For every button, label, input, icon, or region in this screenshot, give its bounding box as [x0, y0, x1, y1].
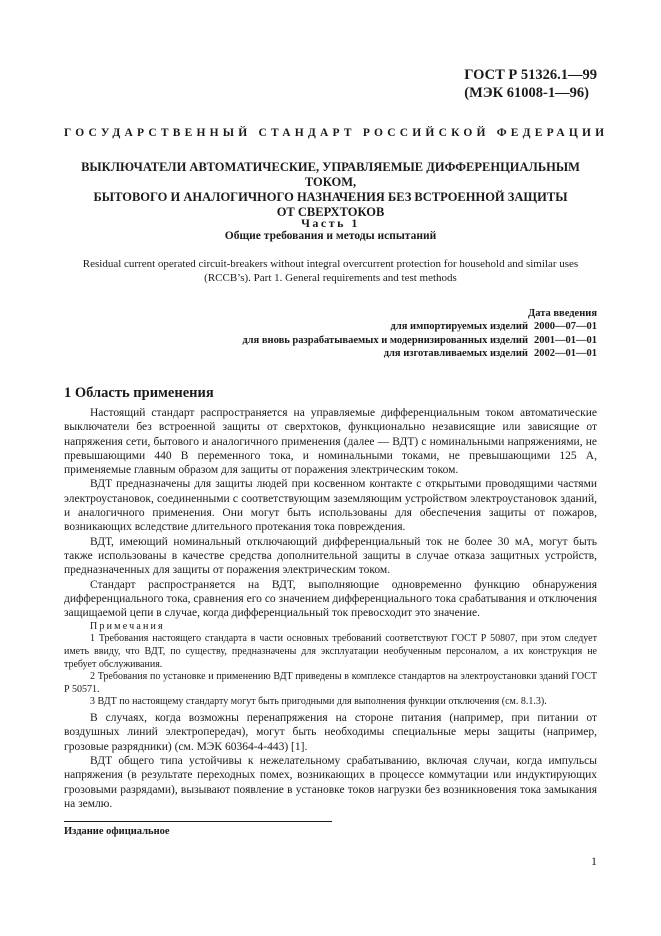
section-body	[64, 406, 597, 811]
paragraph: Стандарт распространяется на ВДТ, выполняющие одновременно функцию обнаружения дифференциального тока, сравнения его со значением дифференциального тока срабатывания и отключения защищаемой цепи в случае, когда дифференциальный ток превосходит это значение.	[64, 578, 597, 620]
introduction-dates	[242, 307, 597, 360]
paragraph: ВДТ, имеющий номинальный отключающий дифференциальный ток не более 30 мА, могут быть также использованы в качестве средства дополнительной защиты в случае отказа защитных устройств, предназначенных для защиты от поражения электрическим током.	[64, 535, 597, 577]
introduction-date: 2001—01—01	[534, 334, 597, 346]
note: 1 Требования настоящего стандарта в части основных требований соответствуют ГОСТ Р 50807, при этом следует иметь ввиду, что ВДТ, по существу, предназначены для эксплуатации необученным персоналом, а их конструкция не требует обслуживания.	[64, 633, 597, 670]
section-heading: 1 Область применения	[64, 385, 214, 401]
document-title	[58, 160, 603, 220]
note: 2 Требования по установке и применению ВДТ приведены в комплексе стандартов на электроустановки зданий ГОСТ Р 50571.	[64, 671, 597, 695]
footer-divider	[64, 821, 332, 822]
edition-label: Издание официальное	[64, 826, 170, 837]
title-line-2: БЫТОВОГО И АНАЛОГИЧНОГО НАЗНАЧЕНИЯ БЕЗ ВСТРОЕННОЙ ЗАЩИТЫ	[93, 190, 568, 204]
introduction-label: для изготавливаемых изделий	[383, 347, 528, 359]
paragraph: ВДТ предназначены для защиты людей при косвенном контакте с открытыми проводящими частями электроустановок, соединенными с соответствующим заземляющим устройством электроустановок зданий, и аналогичного применения. Они могут быть использованы для обеспечения защиты от пожаров, возникающих вследствие длительного протекания тока повреждения.	[64, 478, 597, 534]
part-title: Общие требования и методы испытаний	[224, 230, 437, 242]
part-label: Часть 1	[301, 216, 360, 230]
paragraph: ВДТ общего типа устойчивы к нежелательному срабатыванию, включая случаи, когда импульсы напряжения (в результате переходных помех, возникающих в процессе коммутации или индуктирующих грозовыми разрядами), вызывают появление в установке токов нагрузки без возникновения тока замыкания на землю.	[64, 754, 597, 810]
english-title-line-1: Residual current operated circuit-breakers without integral overcurrent protection for household and similar uses	[82, 258, 579, 270]
title-line-3: ОТ СВЕРХТОКОВ	[276, 205, 385, 219]
gost-code: ГОСТ Р 51326.1—99	[464, 67, 597, 83]
note: 3 ВДТ по настоящему стандарту могут быть пригодными для выполнения функции отключения (см. 8.1.3).	[90, 696, 547, 708]
page-number: 1	[591, 854, 597, 868]
iec-code: (МЭК 61008-1—96)	[464, 85, 589, 101]
introduction-row	[242, 320, 597, 333]
english-title-line-2: (RCCB’s). Part 1. General requirements and test methods	[204, 272, 457, 284]
state-standard-line: ГОСУДАРСТВЕННЫЙ СТАНДАРТ РОССИЙСКОЙ ФЕДЕРАЦИИ	[64, 127, 609, 139]
paragraph: В случаях, когда возможны перенапряжения на стороне питания (например, при питании от воздушных линий электропередач), могут быть необходимы специальные меры защиты (например, грозовые разрядники) (см. МЭК 60364-4-443) [1].	[64, 712, 597, 753]
title-line-1: ВЫКЛЮЧАТЕЛИ АВТОМАТИЧЕСКИЕ, УПРАВЛЯЕМЫЕ ДИФФЕРЕНЦИАЛЬНЫМ ТОКОМ,	[81, 160, 580, 189]
english-title	[70, 257, 591, 285]
introduction-date: 2000—07—01	[534, 321, 597, 333]
introduction-label: для импортируемых изделий	[390, 321, 528, 333]
notes-heading: Примечания	[90, 621, 165, 633]
introduction-date: 2002—01—01	[534, 347, 597, 359]
standard-designation	[464, 66, 597, 102]
introduction-heading: Дата введения	[528, 308, 597, 319]
introduction-row	[242, 347, 597, 360]
introduction-row	[242, 334, 597, 347]
paragraph: Настоящий стандарт распространяется на управляемые дифференциальным током автоматические выключатели без встроенной защиты от сверхтоков, функционально независящие или зависящие от напряжения сети, бытового и аналогичного применения (далее — ВДТ) с номинальными напряжениями, не превышающими 440 В переменного тока, и номинальными токами, не превышающими 125 А, применяемые главным образом для защиты от поражения электрическим током.	[64, 407, 597, 477]
introduction-label: для вновь разрабатываемых и модернизированных изделий	[242, 334, 528, 346]
